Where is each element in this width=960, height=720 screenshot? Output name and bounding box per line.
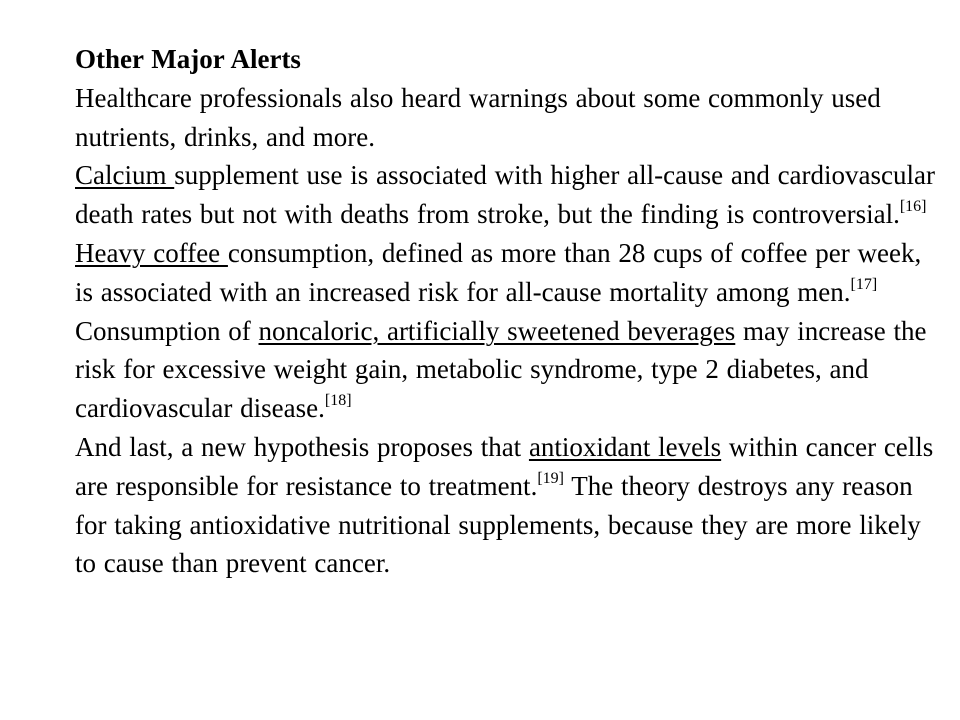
beverages-link[interactable]: noncaloric, artificially sweetened beverages — [258, 315, 736, 346]
beverages-text: may increase the risk for excessive weight gain, metabolic syndrome, type 2 diabetes, and cardiovascular disease. — [75, 315, 927, 424]
coffee-link[interactable]: Heavy coffee — [75, 237, 228, 268]
antioxidant-reference: [19] — [537, 469, 564, 487]
beverages-paragraph — [75, 312, 945, 428]
coffee-text: consumption, defined as more than 28 cups of coffee per week, is associated with an increased risk for all-cause mortality among men. — [75, 237, 922, 307]
beverages-prefix: Consumption of — [75, 315, 259, 346]
calcium-link[interactable]: Calcium — [75, 160, 175, 191]
slide-body — [75, 40, 945, 583]
calcium-paragraph — [75, 156, 945, 234]
antioxidant-link[interactable]: antioxidant levels — [528, 431, 722, 462]
antioxidant-suffix: The theory destroys any reason for taking antioxidative nutritional supplements, because they are more likely to cause than prevent cancer. — [75, 470, 921, 579]
calcium-reference: [16] — [899, 198, 927, 216]
antioxidant-prefix: And last, a new hypothesis proposes that — [75, 431, 529, 462]
calcium-text: supplement use is associated with higher all-cause and cardiovascular death rates but not with deaths from stroke, but the finding is controversial. — [75, 160, 935, 230]
intro-paragraph: Healthcare professionals also heard warnings about some commonly used nutrients, drinks, and more. — [75, 82, 881, 152]
antioxidant-paragraph — [75, 428, 945, 583]
coffee-paragraph — [75, 234, 945, 312]
beverages-reference: [18] — [324, 392, 352, 410]
antioxidant-text: within cancer cells are responsible for resistance to treatment. — [75, 431, 934, 501]
coffee-reference: [17] — [850, 275, 878, 293]
slide-heading: Other Major Alerts — [75, 44, 301, 74]
